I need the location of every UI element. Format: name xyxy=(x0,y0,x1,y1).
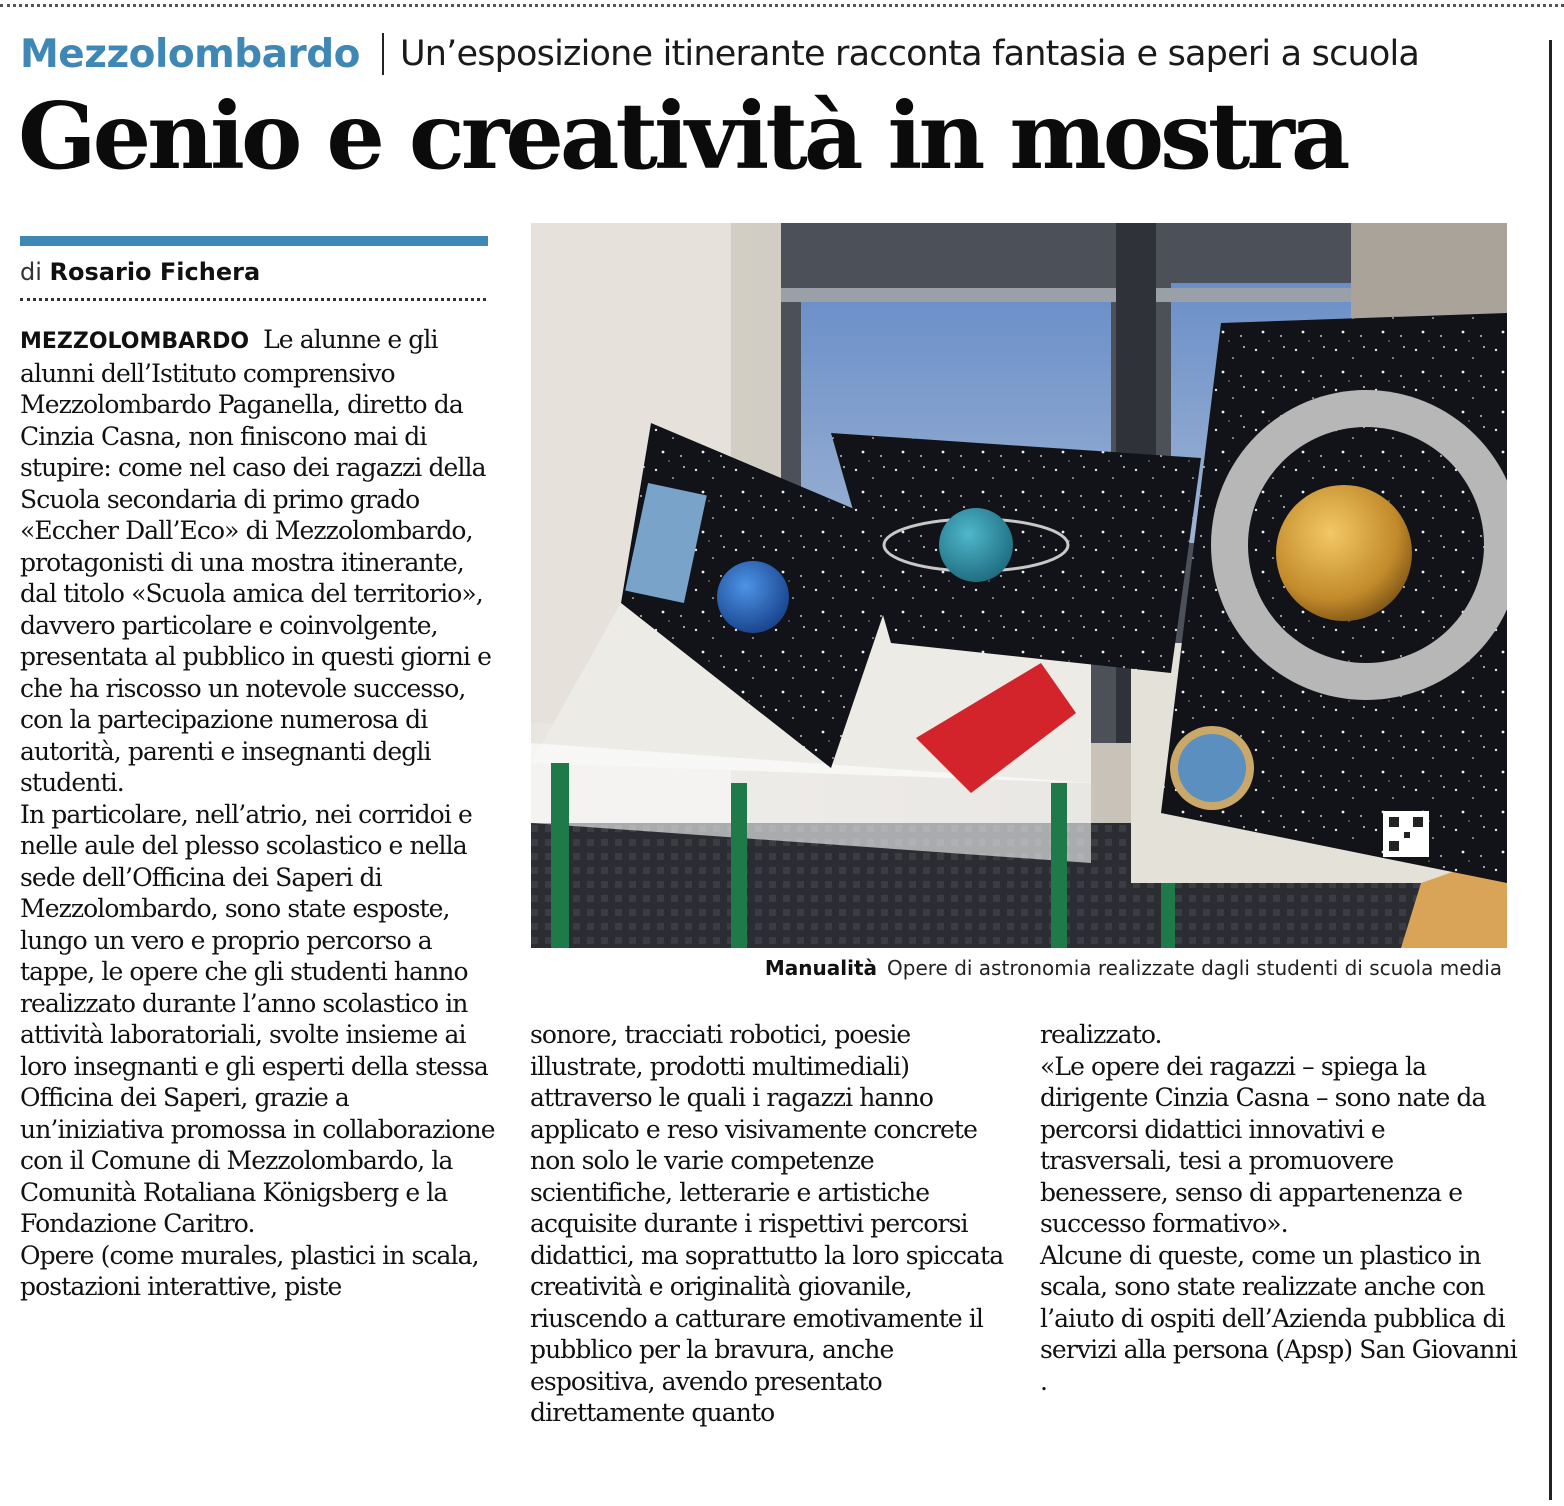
kicker-place: Mezzolombardo xyxy=(20,31,360,77)
article-paragraph: sonore, tracciati robotici, poesie illustrate, prodotti multimediali) attraverso le quali i ragazzi hanno applicato e reso visivamente concrete non solo le varie competenze scientifiche, letterarie e artistiche acquisite durante i rispettivi percorsi didattici, ma soprattutto la loro spiccata creatività e originalità giovanile, riuscendo a catturare emotivamente il pubblico per la bravura, anche espositiva, avendo presentato direttamente quanto xyxy=(530,1020,1004,1427)
byline-author: Rosario Fichera xyxy=(49,258,261,286)
article-photo xyxy=(531,223,1507,948)
dateline: MEZZOLOMBARDO xyxy=(20,329,250,354)
caption-title: Manualità xyxy=(764,956,877,980)
article-paragraph: In particolare, nell’atrio, nei corridoi e nelle aule del plesso scolastico e nella sede dell’Officina dei Saperi di Mezzolombardo, sono state esposte, lungo un vero e proprio percorso a tappe, le opere che gli studenti hanno realizzato durante l’anno scolastico in attività laboratoriali, svolte insieme ai loro insegnanti e gli esperti della stessa Officina dei Saperi, grazie a un’iniziativa promossa in collaborazione con il Comune di Mezzolombardo, la Comunità Rotaliana Königsberg e la Fondazione Caritro. xyxy=(20,799,495,1238)
caption-text: Opere di astronomia realizzate dagli studenti di scuola media xyxy=(887,956,1502,980)
byline-prefix: di xyxy=(20,258,42,286)
photo-caption xyxy=(765,953,1502,983)
article-paragraph: Opere (come murales, plastici in scala, postazioni interattive, piste xyxy=(20,1240,479,1301)
column-rule xyxy=(1549,40,1552,1500)
article-column-2 xyxy=(530,1019,1010,1429)
byline-dotted-rule xyxy=(20,298,486,301)
top-dotted-rule xyxy=(0,4,1564,7)
accent-bar xyxy=(20,236,488,246)
article-paragraph: Alcune di queste, come un plastico in scala, sono state realizzate anche con l’aiuto di ospiti dell’Azienda pubblica di servizi alla persona (Apsp) San Giovanni . xyxy=(1040,1240,1517,1396)
article-paragraph: realizzato. xyxy=(1040,1020,1162,1049)
headline: Genio e creatività in mostra xyxy=(18,82,1347,190)
byline xyxy=(20,253,260,291)
article-column-1 xyxy=(20,324,498,1303)
article-column-3 xyxy=(1040,1019,1520,1397)
article-paragraph xyxy=(20,324,498,799)
kicker-subtitle: Un’esposizione itinerante racconta fantasia e saperi a scuola xyxy=(399,34,1420,74)
kicker xyxy=(20,28,1419,80)
article-paragraph: «Le opere dei ragazzi – spiega la dirigente Cinzia Casna – sono nate da percorsi didattici innovativi e trasversali, tesi a promuovere benessere, senso di appartenenza e successo formativo». xyxy=(1040,1051,1486,1238)
kicker-separator xyxy=(382,33,384,75)
paragraph-text: Le alunne e gli alunni dell’Istituto comprensivo Mezzolombardo Paganella, diretto da Cinzia Casna, non finiscono mai di stupire: come nel caso dei ragazzi della Scuola secondaria di primo grado «Eccher Dall’Eco» di Mezzolombardo, protagonisti di una mostra itinerante, dal titolo «Scuola amica del territorio», davvero particolare e coinvolgente, presentata al pubblico in questi giorni e che ha riscosso un notevole successo, con la partecipazione numerosa di autorità, parenti e insegnanti degli studenti. xyxy=(20,325,491,797)
